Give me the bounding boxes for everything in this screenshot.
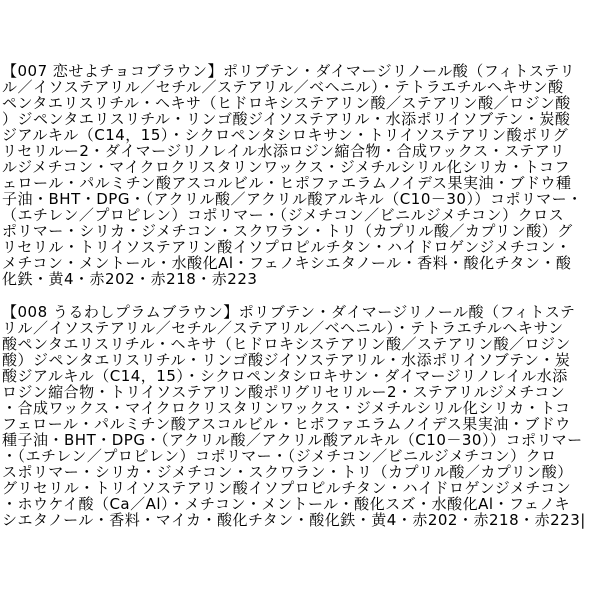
text-line: 【008 うるわしプラムブラウン】ポリブテン・ダイマージリノール酸（フィトステ xyxy=(2,303,576,321)
text-line: ジアルキル（C14，15）・シクロペンタシロキサン・トリイソステアリン酸ポリグ xyxy=(2,126,569,144)
text-line: スポリマー・シリカ・ジメチコン・スクワラン・トリ（カプリル酸／カプリン酸） xyxy=(2,463,573,481)
text-line: リセリルー2・ダイマージリノレイル水添ロジン縮合物・合成ワックス・ステアリ xyxy=(2,142,566,160)
text-line: ・合成ワックス・マイクロクリスタリンワックス・ジメチルシリル化シリカ・トコ xyxy=(2,399,571,417)
text-line: ）ジペンタエリスリチル・リンゴ酸ジイソステアリル・水添ポリイソブテン・炭酸 xyxy=(2,110,571,128)
text-line: ロジン縮合物・トリイソステアリン酸ポリグリセリルー2・ステアリルジメチコン xyxy=(2,383,566,401)
ingredient-paragraph-1 xyxy=(2,304,598,528)
text-line: 酸）ジペンタエリスリチル・リンゴ酸ジイソステアリル・水添ポリイソブテン・炭 xyxy=(2,351,571,369)
text-line: （エチレン／プロピレン）コポリマー・（ジメチコン／ビニルジメチコン）クロス xyxy=(2,206,565,224)
text-line: ペンタエリスリチル・ヘキサ（ヒドロキシステアリン酸／ステアリン酸／ロジン酸 xyxy=(2,94,571,112)
text-line: 【007 恋せよチョコブラウン】ポリブテン・ダイマージリノール酸（フィトステリ xyxy=(2,62,576,80)
text-line: 種子油・BHT・DPG・（アクリル酸／アクリル酸アルキル（C10－30））コポリマー xyxy=(2,431,583,449)
text-line: 酸ペンタエリスリチル・ヘキサ（ヒドロキシステアリン酸／ステアリン酸／ロジン xyxy=(2,335,571,353)
text-line: ェロール・パルミチン酸アスコルビル・ヒポファエラムノイデス果実油・ブドウ種 xyxy=(2,174,572,192)
text-line: フェロール・パルミチン酸アスコルビル・ヒポファエラムノイデス果実油・ブドウ xyxy=(2,415,571,433)
text-line: メチコン・メントール・水酸化Al・フェノキシエタノール・香料・酸化チタン・酸 xyxy=(2,254,572,272)
text-line: ・（エチレン／プロピレン）コポリマー・（ジメチコン／ビニルジメチコン）クロ xyxy=(2,447,557,465)
ingredient-paragraph-0 xyxy=(2,63,598,287)
text-line: ポリマー・シリカ・ジメチコン・スクワラン・トリ（カプリル酸／カプリン酸）グ xyxy=(2,222,573,240)
text-cursor: | xyxy=(580,511,586,529)
text-line: 化鉄・黄4・赤202・赤218・赤223 xyxy=(2,270,258,288)
text-line: ・ホウケイ酸（Ca／Al）・メチコン・メントール・酸化スズ・水酸化Al・フェノキ xyxy=(2,495,571,513)
text-line: グリセリル・トリイソステアリン酸イソプロピルチタン・ハイドロゲンジメチコン xyxy=(2,479,572,497)
text-line: リル／イソステアリル／セチル／ステアリル／ベヘニル）・テトラエチルヘキサン xyxy=(2,319,564,337)
text-line: ルジメチコン・マイクロクリスタリンワックス・ジメチルシリル化シリカ・トコフ xyxy=(2,158,570,176)
ingredient-text-area[interactable] xyxy=(2,63,598,545)
text-line: シエタノール・香料・マイカ・酸化チタン・酸化鉄・黄4・赤202・赤218・赤223| xyxy=(2,511,586,529)
text-line: リセリル・トリイソステアリン酸イソプロピルチタン・ハイドロゲンジメチコン・ xyxy=(2,238,572,256)
text-line: 子油・BHT・DPG・（アクリル酸／アクリル酸アルキル（C10－30））コポリマー・ xyxy=(2,190,583,208)
text-line: ル／イソステアリル／セチル／ステアリル／ベヘニル）・テトラエチルヘキサン酸 xyxy=(2,78,564,96)
text-line: 酸ジアルキル（C14，15）・シクロペンタシロキサン・ダイマージリノレイル水添 xyxy=(2,367,568,385)
